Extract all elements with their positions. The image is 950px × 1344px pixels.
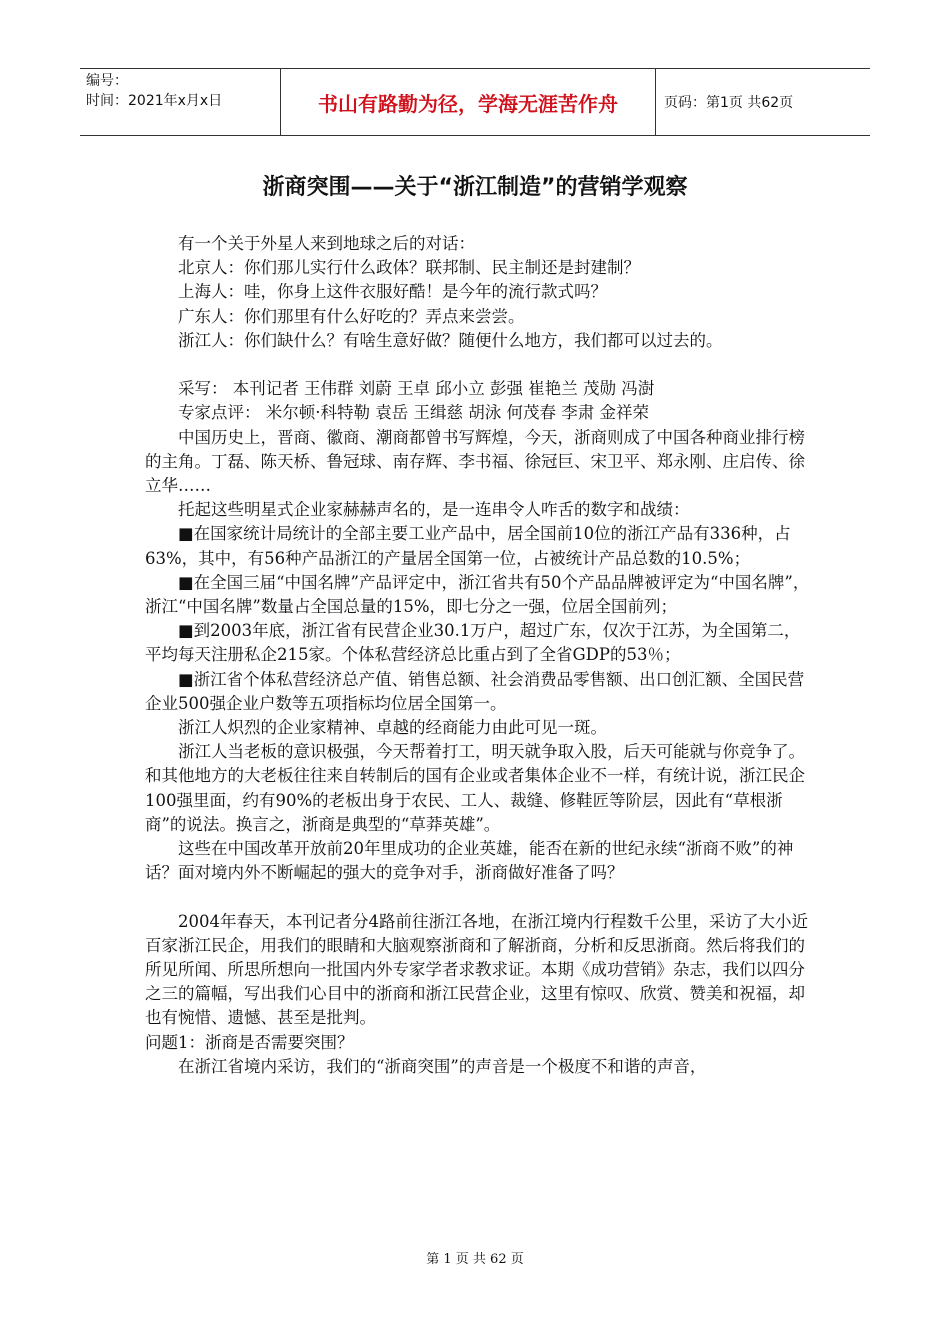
question-heading: 问题1：浙商是否需要突围？ bbox=[145, 1032, 354, 1052]
dialogue-line: 广东人：你们那里有什么好吃的？弄点来尝尝。 bbox=[178, 306, 525, 326]
body-paragraph: 在浙江省境内采访，我们的“浙商突围”的声音是一个极度不和谐的声音， bbox=[178, 1056, 707, 1076]
reporters-line: 采写： 本刊记者 王伟群 刘蔚 王卓 邱小立 彭强 崔艳兰 茂勋 冯澍 bbox=[178, 379, 655, 399]
bullet-paragraph: ■在国家统计局统计的全部主要工业产品中，居全国前10位的浙江产品有336种，占63%，其中，有56种产品浙江的产量居全国第一位，占被统计产品总数的10.5%； bbox=[145, 524, 791, 568]
experts-line: 专家点评： 米尔顿·科特勒 袁岳 王缉慈 胡泳 何茂春 李肃 金祥荣 bbox=[178, 403, 649, 423]
body-paragraph: 这些在中国改革开放前20年里成功的企业英雄，能否在新的世纪永续“浙商不败”的神话？面对境内外不断崛起的强大的竞争对手，浙商做好准备了吗？ bbox=[145, 839, 794, 883]
article-body bbox=[145, 232, 811, 1079]
body-paragraph: 浙江人炽烈的企业家精神、卓越的经商能力由此可见一斑。 bbox=[178, 718, 607, 738]
bullet-paragraph: ■浙江省个体私营经济总产值、销售总额、社会消费品零售额、出口创汇额、全国民营企业500强企业户数等五项指标均位居全国第一。 bbox=[145, 669, 805, 713]
body-paragraph: 2004年春天，本刊记者分4路前往浙江各地，在浙江境内行程数千公里，采访了大小近百家浙江民企，用我们的眼睛和大脑观察浙商和了解浙商，分析和反思浙商。然后将我们的所见所闻、所思所想向一批国内外专家学者求教求证。本期《成功营销》杂志，我们以四分之三的篇幅，写出我们心目中的浙商和浙江民营企业，这里有惊叹、欣赏、赞美和祝福，却也有惋惜、遗憾、甚至是批判。 bbox=[145, 911, 808, 1028]
body-paragraph: 托起这些明星式企业家赫赫声名的，是一连串令人咋舌的数字和战绩： bbox=[178, 500, 690, 520]
header-info-cell bbox=[80, 69, 281, 135]
header-motto: 书山有路勤为径，学海无涯苦作舟 bbox=[281, 69, 656, 135]
blank-line bbox=[145, 353, 811, 377]
dialogue-line: 北京人：你们那儿实行什么政体？联邦制、民主制还是封建制？ bbox=[178, 258, 640, 278]
bullet-paragraph: ■到2003年底，浙江省有民营企业30.1万户，超过广东，仅次于江苏，为全国第二，平均每天注册私企215家。个体私营经济总比重占到了全省GDP的53％； bbox=[145, 621, 801, 665]
intro-paragraph: 有一个关于外星人来到地球之后的对话： bbox=[178, 234, 475, 253]
header-table bbox=[80, 68, 870, 136]
document-time-label: 时间：2021年x月x日 bbox=[86, 93, 223, 109]
page-footer: 第 1 页 共 62 页 bbox=[426, 1252, 524, 1267]
article-title: 浙商突围——关于“浙江制造”的营销学观察 bbox=[262, 175, 688, 200]
body-paragraph: 中国历史上，晋商、徽商、潮商都曾书写辉煌，今天，浙商则成了中国各种商业排行榜的主角。丁磊、陈天桥、鲁冠球、南存辉、李书福、徐冠巨、宋卫平、郑永刚、庄启传、徐立华…… bbox=[145, 427, 805, 496]
body-paragraph: 浙江人当老板的意识极强，今天帮着打工，明天就争取入股，后天可能就与你竞争了。和其他地方的大老板往往来自转制后的国有企业或者集体企业不一样，有统计说，浙江民企100强里面，约有90%的老板出身于农民、工人、裁缝、修鞋匠等阶层，因此有“草根浙商”的说法。换言之，浙商是典型的“草莽英雄”。 bbox=[145, 742, 805, 834]
header-page-label: 页码：第1页 共62页 bbox=[664, 95, 794, 111]
blank-line bbox=[145, 885, 811, 909]
bullet-paragraph: ■在全国三届“中国名牌”产品评定中，浙江省共有50个产品品牌被评定为“中国名牌”，浙江“中国名牌”数量占全国总量的15%，即七分之一强，位居全国前列； bbox=[145, 572, 810, 617]
dialogue-line: 浙江人：你们缺什么？有啥生意好做？随便什么地方，我们都可以过去的。 bbox=[178, 330, 723, 350]
document-number-label: 编号： bbox=[86, 73, 128, 89]
dialogue-line: 上海人：哇，你身上这件衣服好酷！是今年的流行款式吗？ bbox=[178, 282, 607, 302]
